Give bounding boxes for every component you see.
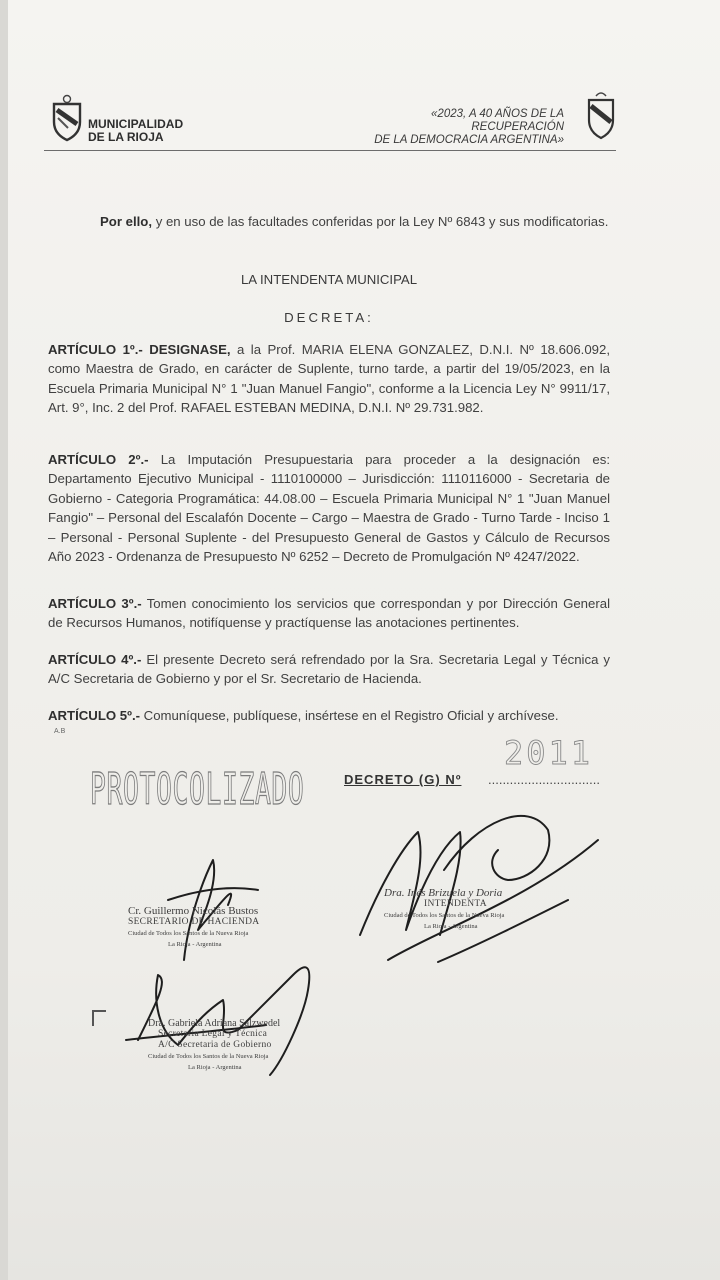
article-1 <box>48 340 610 418</box>
article-3 <box>48 594 610 633</box>
signature-block-intendenta <box>384 888 554 932</box>
article-4 <box>48 650 610 689</box>
hacienda-city: Ciudad de Todos los Santos de la Nueva Rioja <box>128 930 249 937</box>
header-motto <box>338 108 564 147</box>
intendenta-city: Ciudad de Todos los Santos de la Nueva Rioja <box>384 912 505 919</box>
authority-heading: LA INTENDENTA MUNICIPAL <box>240 272 418 287</box>
article-4-label: ARTÍCULO 4º.- <box>48 652 142 667</box>
signature-block-legal <box>148 1018 338 1073</box>
article-2 <box>48 450 610 566</box>
decreta-heading: DECRETA: <box>284 310 374 325</box>
decreto-dotted-line: ............................... <box>488 772 600 787</box>
article-2-label: ARTÍCULO 2º.- <box>48 452 149 467</box>
motto-line-2: DE LA DEMOCRACIA ARGENTINA» <box>374 134 564 146</box>
hacienda-country: La Rioja - Argentina <box>168 941 222 948</box>
article-1-label: ARTÍCULO 1º.- DESIGNASE, <box>48 342 231 357</box>
article-3-label: ARTÍCULO 3º.- <box>48 596 142 611</box>
article-5 <box>48 706 610 725</box>
typist-initials: A.B <box>54 728 66 735</box>
legal-country: La Rioja - Argentina <box>188 1064 242 1071</box>
article-5-text: Comuníquese, publíquese, insértese en el Registro Oficial y archívese. <box>140 708 559 723</box>
intendenta-role: INTENDENTA <box>424 899 487 909</box>
article-5-label: ARTÍCULO 5º.- <box>48 708 140 723</box>
legal-city: Ciudad de Todos los Santos de la Nueva Rioja <box>148 1053 269 1060</box>
legal-role-1: Secretaria Legal y Técnica <box>158 1029 268 1039</box>
protocolizado-stamp: PROTOCOLIZADO <box>90 764 305 815</box>
municipality-name <box>88 118 183 144</box>
org-line-2: DE LA RIOJA <box>88 130 164 144</box>
corner-mark <box>92 1010 106 1026</box>
article-3-text: Tomen conocimiento los servicios que correspondan y por Dirección General de Recursos Humanos, notifíquense y practíquense las anotaciones pertinentes. <box>48 596 610 631</box>
signature-block-hacienda <box>128 906 308 950</box>
handwritten-signatures <box>8 0 720 1280</box>
decreto-label: DECRETO (G) Nº <box>344 772 462 787</box>
article-2-text: La Imputación Presupuestaria para proceder a la designación es: Departamento Ejecutivo Municipal - 1110100000 – Jurisdicción: 1110116000 - Secretaria de Gobierno - Categoria Programática: 44.08.00 – Escuela Primaria Municipal N° 1 "Juan Manuel Fangio" – Personal del Escalafón Docente – Cargo – Maestra de Grado - Turno Tarde - Inciso 1 – Personal - Personal Suplente - del Presupuesto General de Gastos y Cálculo de Recursos Año 2023 - Ordenanza de Presupuesto Nº 6252 – Decreto de Promulgación Nº 4247/2022. <box>48 452 610 565</box>
header-divider <box>44 150 616 151</box>
article-1-text: a la Prof. MARIA ELENA GONZALEZ, D.N.I. Nº 18.606.092, como Maestra de Grado, en carácter de Suplente, turno tarde, a partir del 19/05/2023, en la Escuela Primaria Municipal N° 1 "Juan Manuel Fangio", conforme a la Licencia Ley N° 9911/17, Art. 9°, Inc. 2 del Prof. RAFAEL ESTEBAN MEDINA, D.N.I. Nº 29.731.982. <box>48 342 610 416</box>
article-4-text: El presente Decreto será refrendado por la Sra. Secretaria Legal y Técnica y A/C Secretaria de Gobierno y por el Sr. Secretario de Hacienda. <box>48 652 610 687</box>
intendenta-name: Dra. Inés Brizuela y Doria <box>384 887 503 899</box>
document-page <box>8 0 720 1280</box>
intendenta-country: La Rioja - Argentina <box>424 923 478 930</box>
motto-line-1: «2023, A 40 AÑOS DE LA RECUPERACIÓN <box>431 108 564 133</box>
hacienda-signature-stroke <box>168 888 258 900</box>
hacienda-name: Cr. Guillermo Nicolás Bustos <box>128 905 259 917</box>
intro-text: y en uso de las facultades conferidas por la Ley Nº 6843 y sus modificatorias. <box>152 214 609 229</box>
legal-name: Dra. Gabriela Adriana Salzwedel <box>148 1018 281 1029</box>
hacienda-role: SECRETARIO DE HACIENDA <box>128 917 260 927</box>
decreto-number-stamp: 2011 <box>504 734 594 772</box>
shield-icon <box>586 90 616 140</box>
intro-paragraph <box>48 212 610 231</box>
org-line-1: MUNICIPALIDAD <box>88 117 184 131</box>
legal-role-2: A/C Secretaria de Gobierno <box>158 1040 272 1050</box>
municipal-shield-icon <box>48 94 86 142</box>
intendenta-signature-stroke <box>444 816 549 880</box>
intro-lead: Por ello, <box>100 214 153 229</box>
